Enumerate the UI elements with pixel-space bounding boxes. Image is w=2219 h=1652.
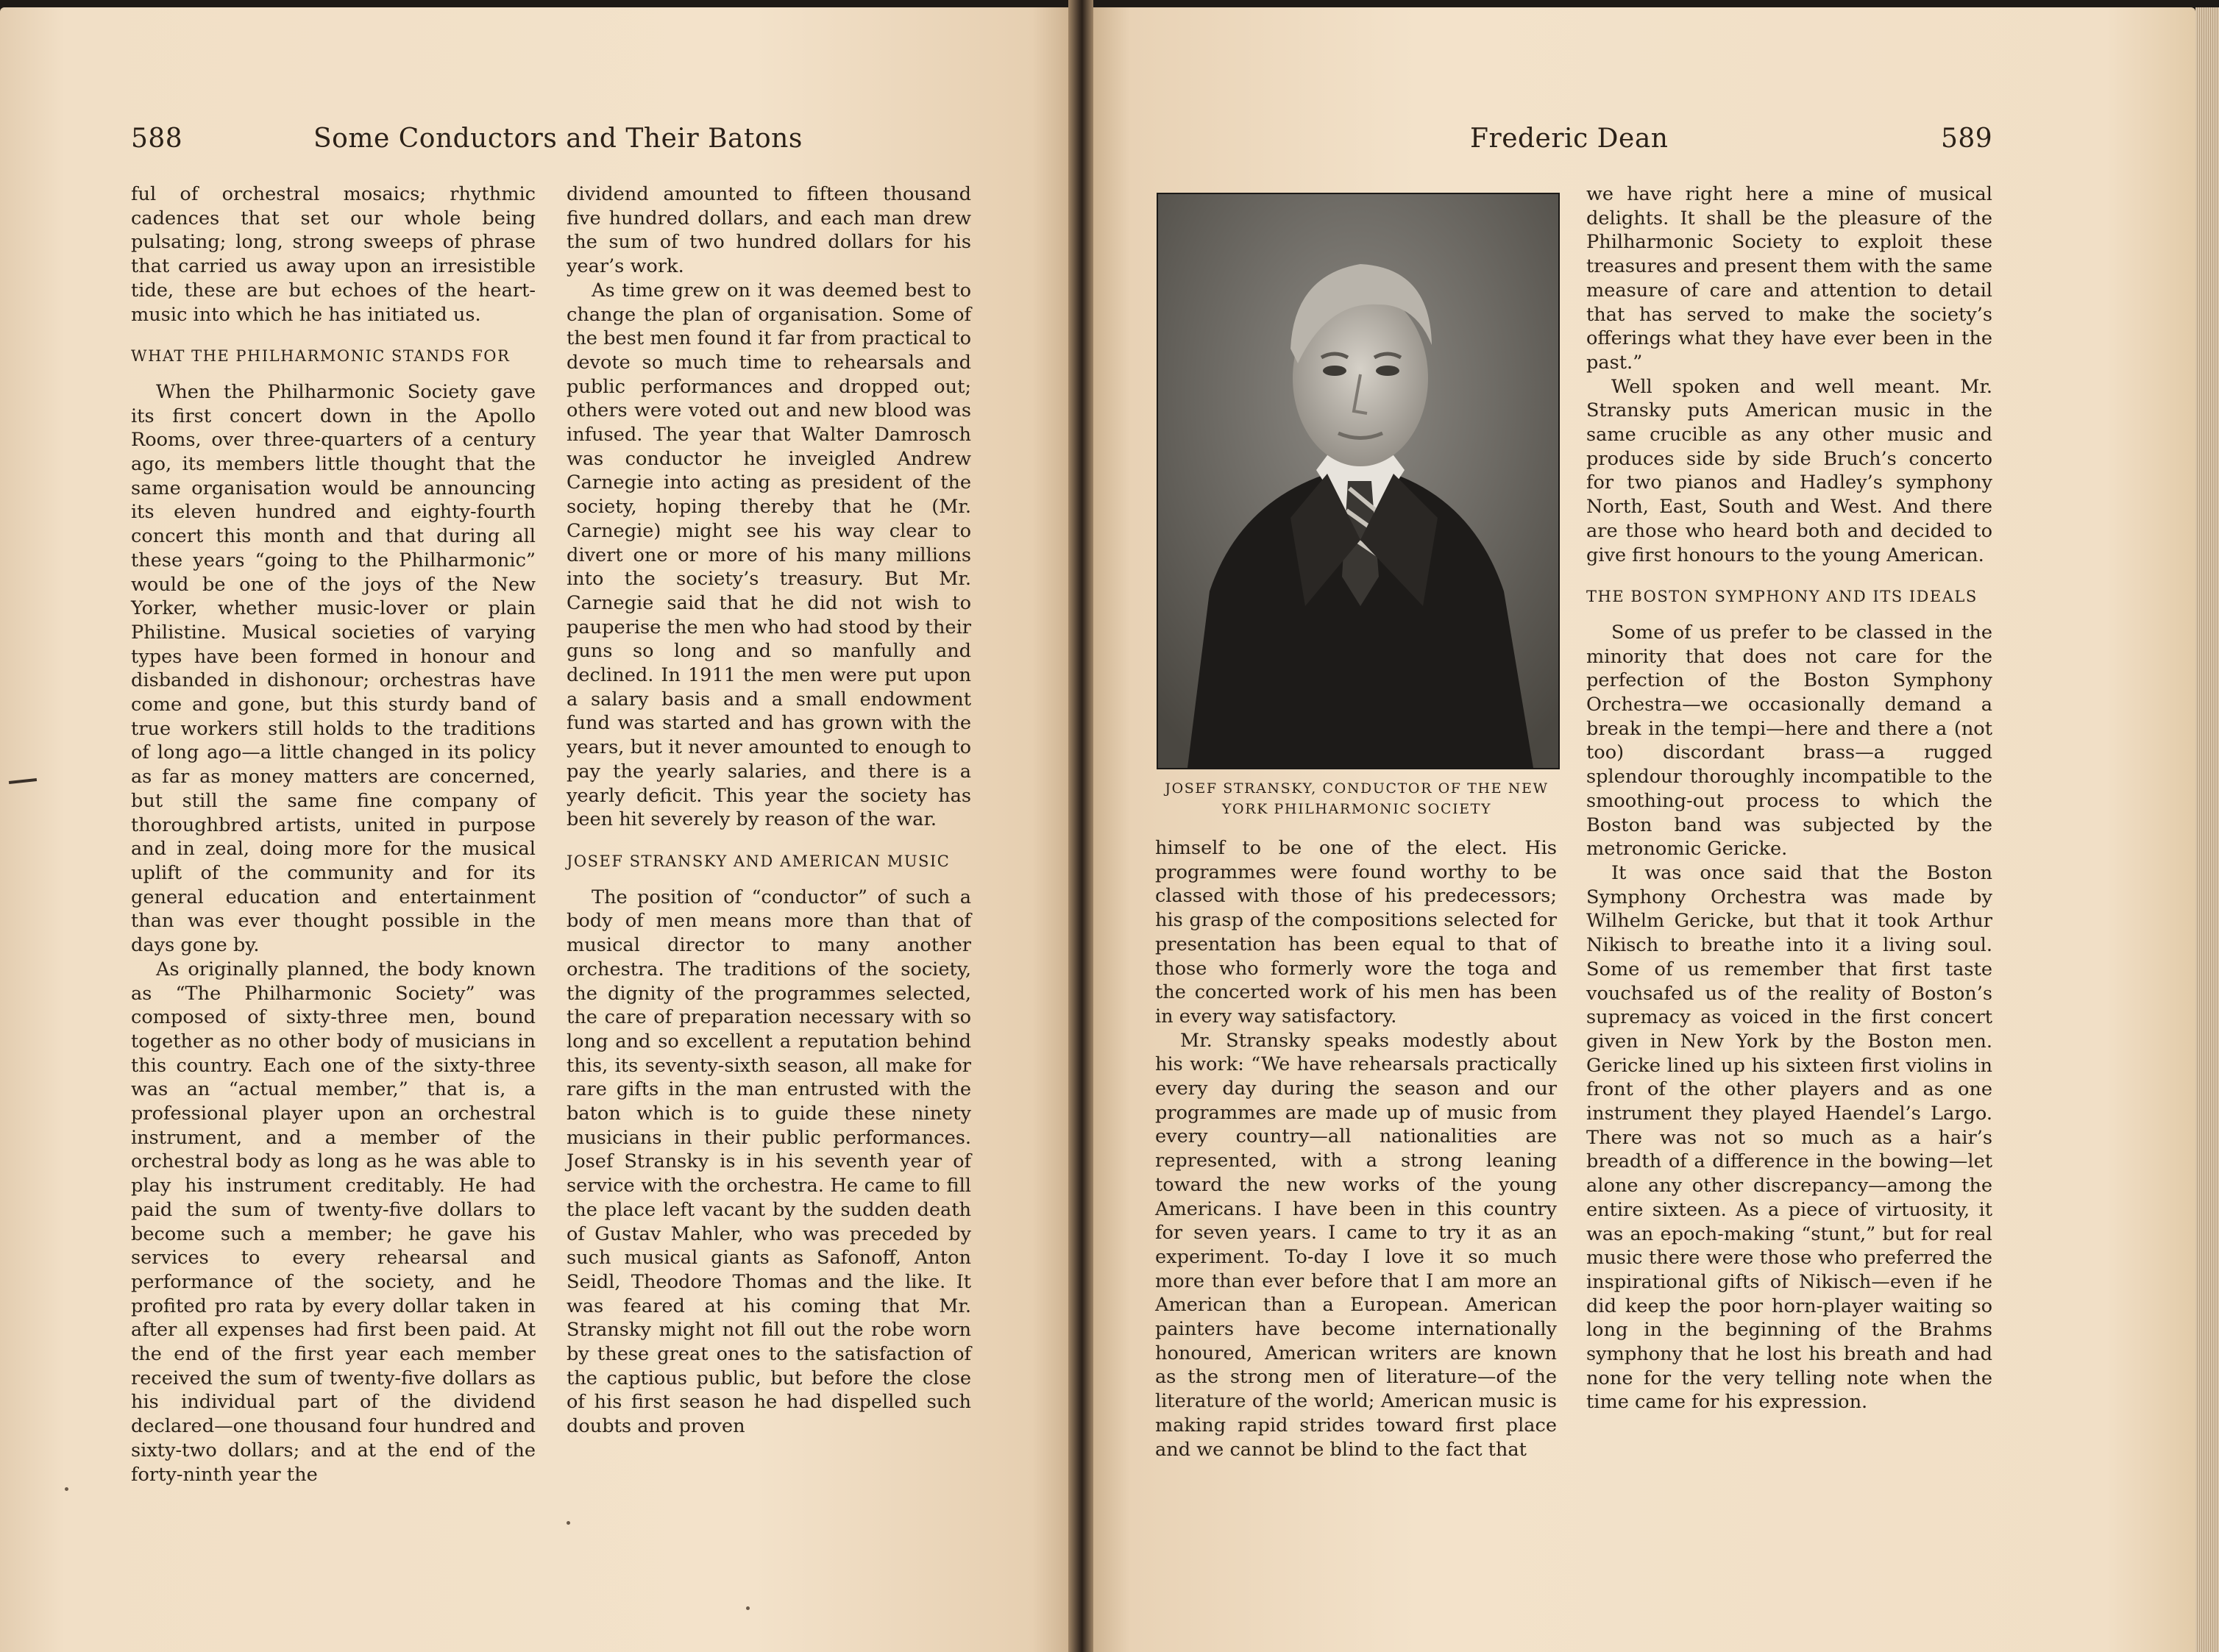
stray-dot xyxy=(746,1606,750,1610)
page-edges xyxy=(2195,7,2219,1652)
paragraph: Well spoken and well meant. Mr. Stransky puts American music in the same crucible as any other music and produces side by side Bruch’s concerto for two pianos and Hadley’s symphony North, East, South and West. And there are those who heard both and decided to give first honours to the young American. xyxy=(1586,375,1992,566)
paragraph: When the Philharmonic Society gave its first concert down in the Apollo Rooms, over three-quarters of a century ago, its members little thought that the same organisation would be announcing its eleven hundred and eighty-fourth concert this month and that during all these years “going to the Philharmonic” would be one of the joys of the New Yorker, whether music-lover or plain Philistine. Musical societies of varying types have been formed in honour and disbanded in dishonour; orchestras have come and gone, but this sturdy band of true workers still holds to the traditions of long ago—a little changed in its policy as far as money matters are concerned, but still the same fine company of thoroughbred artists, united in purpose and in zeal, doing more for the musical uplift of the community and for its general education and entertainment than was ever thought possible in the days gone by. xyxy=(131,380,536,957)
portrait-illustration xyxy=(1158,194,1558,768)
right-page-number: 589 xyxy=(1941,124,1993,154)
paragraph: Mr. Stransky speaks modestly about his work: “We have rehearsals practically every day during the season and our programmes are made up of music from every country—all nationalities are represented, with a strong leaning toward the new works of the young Americans. I have been in this country for seven years. I came to try it as an experiment. To-day I love it so much more than ever before that I am more an American than a European. American painters have become internationally honoured, American writers are known as the strong men of literature—of the literature of the world; American music is making rapid strides toward first place and we cannot be blind to the fact that xyxy=(1155,1029,1557,1461)
paragraph: The position of “conductor” of such a body of men means more than that of musical director to many another orchestra. The traditions of the society, the dignity of the programmes selected, the care of preparation necessary with so long and so excellent a reputation behind this, its seventy-sixth season, all make for rare gifts in the man entrusted with the baton which is to guide these ninety musicians in their public performances. Josef Stransky is in his seventh year of service with the orchestra. He came to fill the place left vacant by the sudden death of Gustav Mahler, who was preceded by such musical giants as Safonoff, Anton Seidl, Theodore Thomas and the like. It was feared at his coming that Mr. Stransky might not fill out the robe worn by these great ones to the satisfaction of the captious public, but before the close of his first season he had dispelled such doubts and proven xyxy=(567,886,971,1438)
paragraph: Some of us prefer to be classed in the minority that does not care for the perfection of the Boston Symphony Orchestra—we occasionally demand a break in the tempi—here and there a (not too) discordant brass—a rugged splendour thoroughly incompatible to the smoothing-out process to which the Boston band was subjected by the metronomic Gericke. xyxy=(1586,621,1992,861)
section-heading: THE BOSTON SYMPHONY AND ITS IDEALS xyxy=(1586,588,1978,606)
right-page-column-2 xyxy=(1586,182,1992,1414)
left-page-number: 588 xyxy=(131,124,183,154)
left-page-column-2 xyxy=(567,182,971,1439)
paragraph: we have right here a mine of musical delights. It shall be the pleasure of the Philharmonic Society to exploit these treasures and present them with the same measure of care and attention to detail that has served to make the society’s offerings what they have ever been in the past.” xyxy=(1586,183,1992,374)
section-heading: JOSEF STRANSKY AND AMERICAN MUSIC xyxy=(567,852,951,870)
book-gutter xyxy=(1068,0,1093,1652)
stray-dot xyxy=(65,1487,68,1491)
photo-caption: JOSEF STRANSKY, CONDUCTOR OF THE NEW YORK PHILHARMONIC SOCIETY xyxy=(1165,780,1549,817)
paragraph: As originally planned, the body known as “The Philharmonic Society” was composed of sixty-three men, bound together as no other body of musicians in this country. Each one of the sixty-three was an “actual member,” that is, a professional player upon an orchestral instrument, and a member of the orchestral body as long as he was able to play his instrument creditably. He had paid the sum of twenty-five dollars to become such a member; he gave his services to every rehearsal and performance of the society, and he profited pro rata by every dollar taken in after all expenses had first been paid. At the end of the first year each member received the sum of twenty-five dollars as his individual part of the dividend declared—one thousand four hundred and sixty-two dollars; and at the end of the forty-ninth year the xyxy=(131,958,536,1486)
paragraph: ful of orchestral mosaics; rhythmic cadences that set our whole being pulsating; long, strong sweeps of phrase that carried us away upon an irresistible tide, these are but echoes of the heart-music into which he has initiated us. xyxy=(131,183,536,326)
right-page-column-1 xyxy=(1155,836,1557,1461)
paragraph: It was once said that the Boston Symphony Orchestra was made by Wilhelm Gericke, but that it took Arthur Nikisch to breathe into it a living soul. Some of us remember that first taste vouchsafed us of the reality of Boston’s supremacy as voiced in the first concert given in New York by the Boston men. Gericke lined up his sixteen first violins in front of the other players and as one instrument they played Haendel’s Largo. There was not so much as a hair’s breadth of a difference in the bowing—let alone any other discrepancy—among the entire sixteen. As a piece of virtuosity, it was an epoch-making “stunt,” but for real music there were those who preferred the inspirational gifts of Nikisch—even if he did keep the poor horn-player waiting so long in the beginning of the Brahms symphony that he lost his breath and had none for the very telling note when the time came for his expression. xyxy=(1586,861,1992,1414)
paragraph: himself to be one of the elect. His programmes were found worthy to be classed with those of his predecessors; his grasp of the compositions selected for presentation has been equal to that of those who formerly wore the toga and the concerted work of his men has been in every way satisfactory. xyxy=(1155,837,1557,1028)
stray-dot xyxy=(567,1521,570,1525)
paragraph: As time grew on it was deemed best to change the plan of organisation. Some of the best men found it far from practical to devote so much time to rehearsals and public performances and dropped out; others were voted out and new blood was infused. The year that Walter Damrosch was conductor he inveigled Andrew Carnegie into acting as president of the society, hoping thereby that he (Mr. Carnegie) might see his way clear to divert one or more of his many millions into the society’s treasury. But Mr. Carnegie said that he did not wish to pauperise the men who had stood by their guns so long and so manfully and declined. In 1911 the men were put upon a salary basis and a small endowment fund was started and has grown with the years, but it never amounted to enough to pay the yearly salaries, and there is a yearly deficit. This year the society has been hit severely by reason of the war. xyxy=(567,279,971,831)
portrait-photo xyxy=(1157,193,1560,769)
section-heading: WHAT THE PHILHARMONIC STANDS FOR xyxy=(131,347,511,366)
left-page-column-1 xyxy=(131,182,536,1487)
paragraph: dividend amounted to fifteen thousand five hundred dollars, and each man drew the sum of two hundred dollars for his year’s work. xyxy=(567,183,971,278)
right-running-title: Frederic Dean xyxy=(1470,124,1669,154)
left-running-title: Some Conductors and Their Batons xyxy=(313,124,803,154)
